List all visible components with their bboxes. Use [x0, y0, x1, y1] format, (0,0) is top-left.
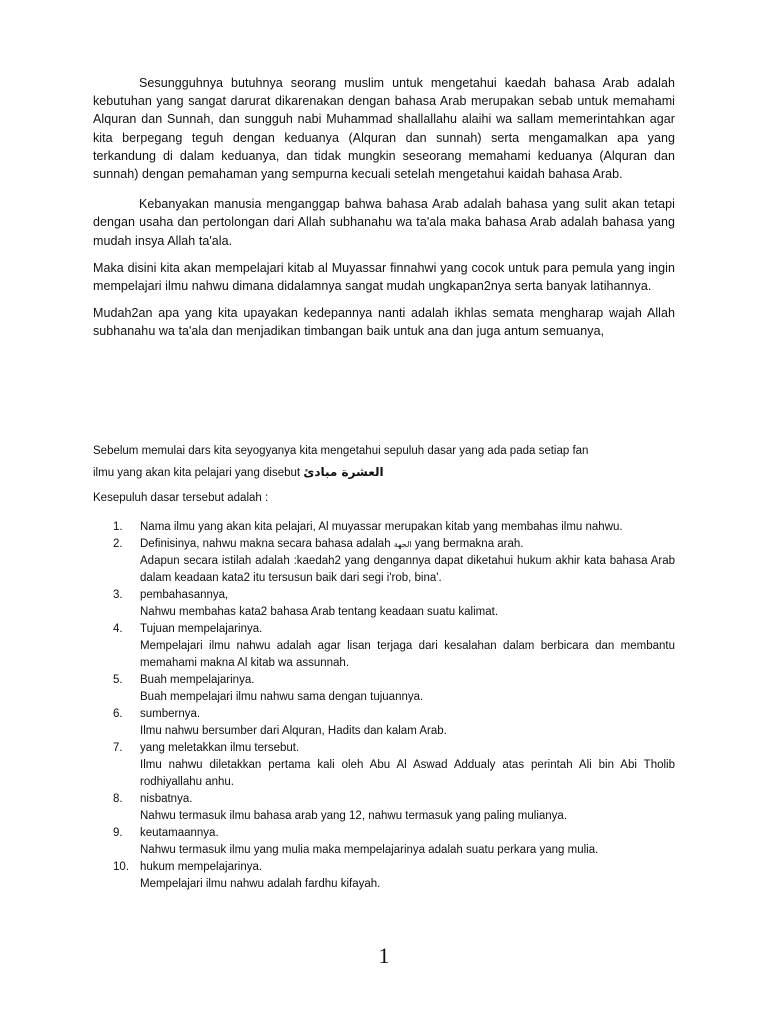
ten-principles-list: [93, 519, 675, 893]
intro-paragraph-2: Kebanyakan manusia menganggap bahwa bahasa Arab adalah bahasa yang sulit akan tetapi dengan usaha dan pertolongan dari Allah subhanahu wa ta'ala maka bahasa Arab adalah bahasa yang mudah insya Allah ta'ala.: [93, 197, 675, 248]
mabadi-intro-line-2: [93, 462, 675, 484]
list-item-detail: Nahwu termasuk ilmu bahasa arab yang 12, nahwu termasuk yang paling mulianya.: [140, 810, 568, 822]
list-item-text: Nama ilmu yang akan kita pelajari, Al muyassar merupakan kitab yang membahas ilmu nahwu.: [140, 521, 623, 533]
list-item: [93, 859, 675, 893]
list-item-number: 7.: [113, 742, 123, 754]
list-item-detail: Mempelajari ilmu nahwu adalah fardhu kifayah.: [140, 878, 381, 890]
list-item-number: 1.: [113, 521, 123, 533]
mabadi-intro-line-1: Sebelum memulai dars kita seyogyanya kita mengetahui sepuluh dasar yang ada pada setiap fan: [93, 445, 589, 457]
mabadi-intro-line-2-text: ilmu yang akan kita pelajari yang disebut: [93, 467, 304, 479]
list-item-number: 10.: [113, 861, 129, 873]
list-item: [93, 825, 675, 859]
list-item-text-post: yang bermakna arah.: [411, 538, 524, 550]
list-item-number: 3.: [113, 589, 123, 601]
list-item-number: 4.: [113, 623, 123, 635]
list-item-text: keutamaannya.: [140, 827, 219, 839]
list-item-detail: Buah mempelajari ilmu nahwu sama dengan tujuannya.: [140, 691, 424, 703]
list-item: [93, 740, 675, 791]
list-item-text: hukum mempelajarinya.: [140, 861, 263, 873]
list-item-detail: Ilmu nahwu diletakkan pertama kali oleh Abu Al Aswad Addualy atas perintah Ali bin Abi Tholib rodhiyallahu anhu.: [140, 759, 675, 788]
list-item: [93, 706, 675, 740]
list-item: [93, 536, 675, 587]
list-item-detail: Ilmu nahwu bersumber dari Alquran, Hadits dan kalam Arab.: [140, 725, 447, 737]
list-item-number: 9.: [113, 827, 123, 839]
intro-paragraph-1: Sesungguhnya butuhnya seorang muslim untuk mengetahui kaedah bahasa Arab adalah kebutuhan yang sangat darurat dikarenakan dengan bahasa Arab merupakan sebab untuk memahami Alquran dan Sunnah, dan sungguh nabi Muhammad shallallahu alaihi wa sallam memerintahkan agar kita berpegang teguh dengan keduanya (Alquran dan sunnah) serta mengamalkan apa yang terkandung di dalam keduanya, dan tidak mungkin seseorang memahami keduanya (Alquran dan sunnah) dengan pemahaman yang sempurna kecuali setelah mengetahui kaidah bahasa Arab.: [93, 76, 675, 182]
list-item: [93, 587, 675, 621]
page-number: 1: [378, 943, 390, 968]
list-item-text: yang meletakkan ilmu tersebut.: [140, 742, 300, 754]
arabic-term-mabadi: العشرة مبادئ: [303, 465, 384, 479]
intro-paragraph-3: Maka disini kita akan mempelajari kitab al Muyassar finnahwi yang cocok untuk para pemula yang ingin mempelajari ilmu nahwu dimana didalamnya sangat mudah ungkapan2nya serta banyak latihannya.: [93, 260, 675, 294]
list-item-text: Buah mempelajarinya.: [140, 674, 255, 686]
arabic-term-jihah: الجهة: [393, 540, 412, 549]
list-item-detail: Nahwu termasuk ilmu yang mulia maka mempelajarinya adalah suatu perkara yang mulia.: [140, 844, 599, 856]
list-heading: Kesepuluh dasar tersebut adalah :: [93, 492, 269, 504]
list-item-number: 8.: [113, 793, 123, 805]
list-item-text: nisbatnya.: [140, 793, 193, 805]
mabadi-intro-section: [93, 441, 675, 509]
list-item-text: sumbernya.: [140, 708, 201, 720]
intro-section: [93, 74, 675, 350]
list-item-number: 6.: [113, 708, 123, 720]
list-item: [93, 672, 675, 706]
list-item-text: Tujuan mempelajarinya.: [140, 623, 263, 635]
list-item-number: 2.: [113, 538, 123, 550]
list-item: [93, 621, 675, 672]
list-item-detail: Adapun secara istilah adalah :kaedah2 yang dengannya dapat diketahui hukum akhir kata bahasa Arab dalam keadaan kata2 itu tersusun baik dari segi i'rob, bina'.: [140, 555, 675, 584]
list-item-detail: Mempelajari ilmu nahwu adalah agar lisan terjaga dari kesalahan dalam berbicara dan membantu memahami makna Al kitab wa assunnah.: [140, 640, 675, 669]
list-item: [93, 791, 675, 825]
list-item-detail: Nahwu membahas kata2 bahasa Arab tentang keadaan suatu kalimat.: [140, 606, 499, 618]
intro-paragraph-4: Mudah2an apa yang kita upayakan kedepannya nanti adalah ikhlas semata mengharap wajah Allah subhanahu wa ta'ala dan menjadikan timbangan baik untuk ana dan juga antum semuanya,: [93, 306, 675, 339]
list-item-number: 5.: [113, 674, 123, 686]
list-item-text: [140, 536, 675, 553]
list-item-text: pembahasannya,: [140, 589, 229, 601]
list-item: [93, 519, 675, 536]
list-item-text-pre: Definisinya, nahwu makna secara bahasa adalah: [140, 538, 394, 550]
